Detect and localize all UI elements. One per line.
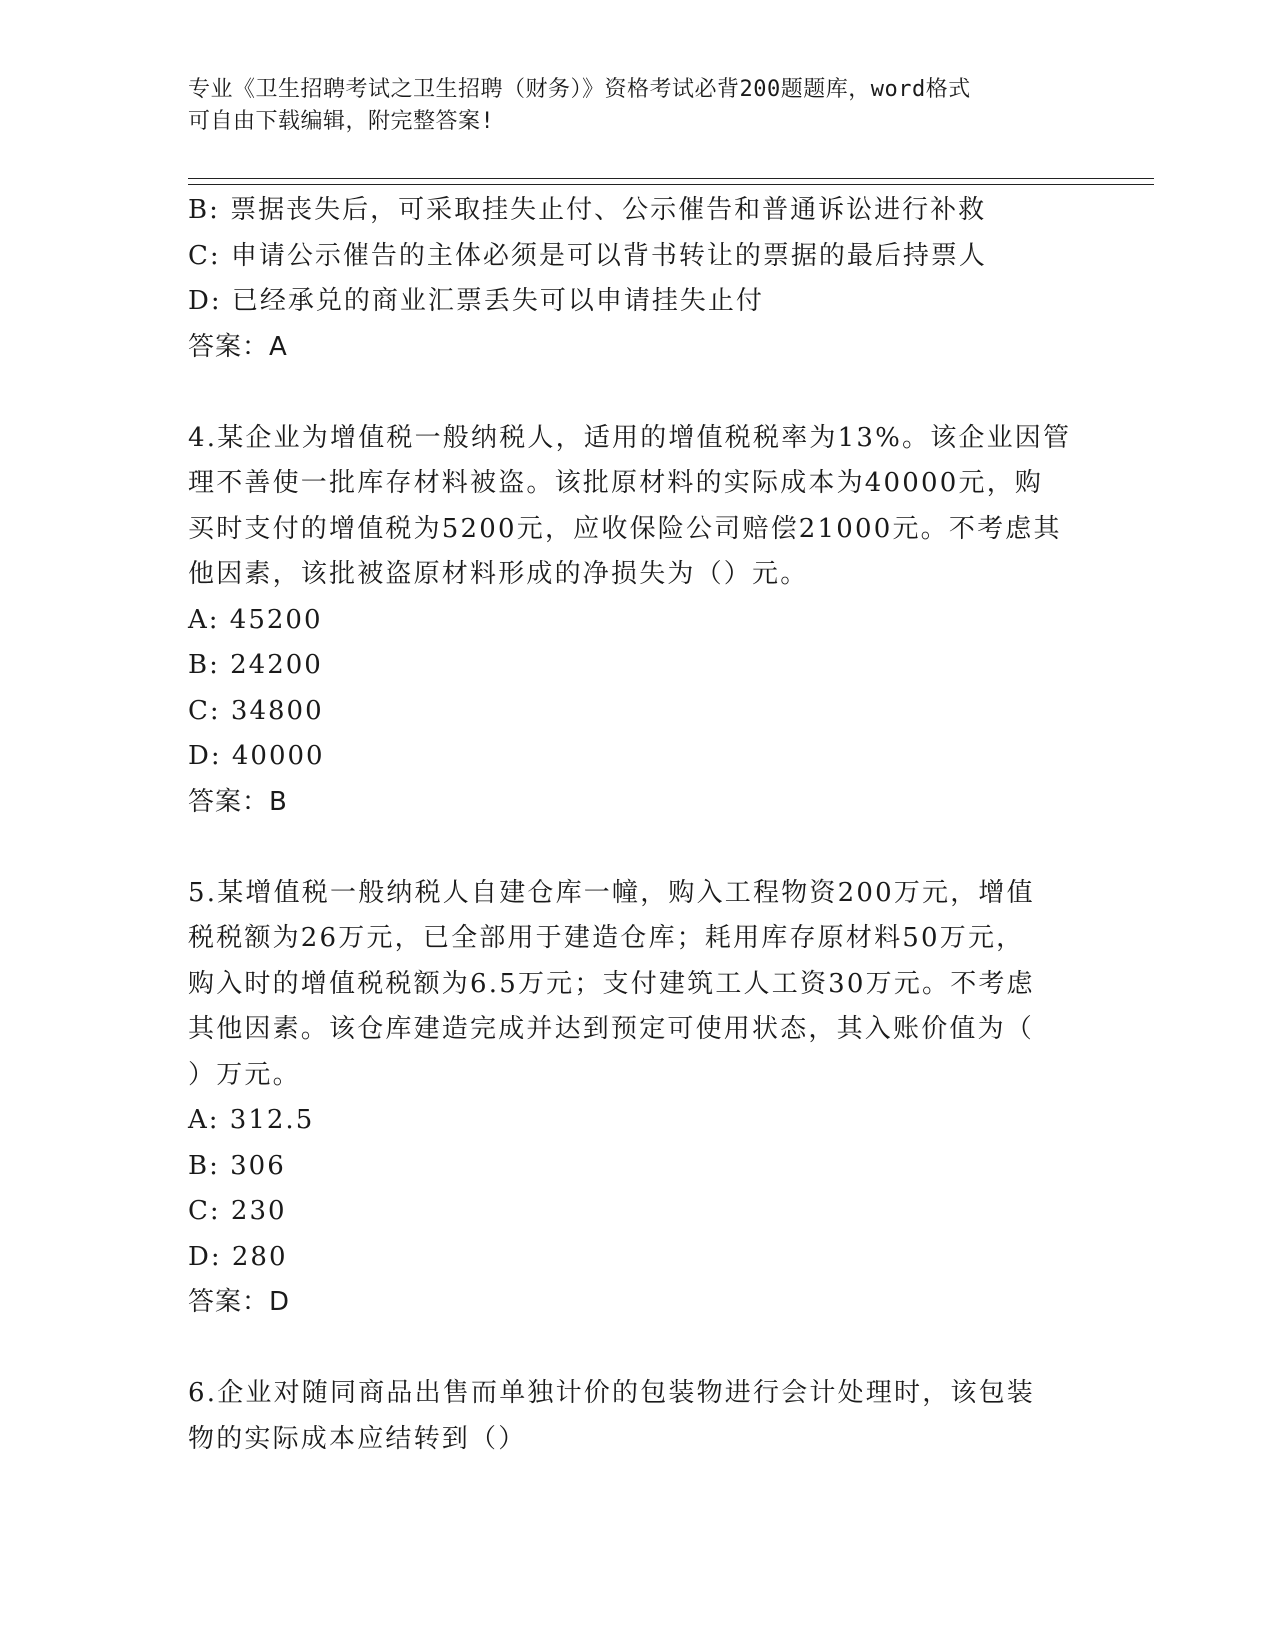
option-a: A: 45200 xyxy=(188,604,323,635)
question-6 xyxy=(188,1371,1088,1462)
option-b: B: 306 xyxy=(188,1150,286,1181)
option-c: C: 230 xyxy=(188,1196,287,1226)
page-header xyxy=(188,74,1088,138)
spacer xyxy=(188,825,1088,871)
spacer xyxy=(188,1326,1088,1372)
spacer xyxy=(188,370,1088,416)
option-c: C: 申请公示催告的主体必须是可以背书转让的票据的最后持票人 xyxy=(188,240,987,271)
document-body xyxy=(188,188,1088,1462)
header-title-line-2: 可自由下载编辑，附完整答案! xyxy=(188,109,495,134)
header-divider xyxy=(188,178,1154,185)
answer: 答案：B xyxy=(188,786,288,817)
stem-line: 理不善使一批库存材料被盗。该批原材料的实际成本为40000元，购 xyxy=(188,468,1044,498)
stem-line: 他因素，该批被盗原材料形成的净损失为（）元。 xyxy=(188,559,809,589)
question-stem xyxy=(188,416,1088,598)
answer: 答案：A xyxy=(188,331,288,362)
option-c: C: 34800 xyxy=(188,695,324,726)
stem-line: 4.某企业为增值税一般纳税人，适用的增值税税率为13%。该企业因管 xyxy=(188,422,1072,453)
option-b: B: 票据丧失后，可采取挂失止付、公示催告和普通诉讼进行补救 xyxy=(188,195,987,225)
stem-line: 6.企业对随同商品出售而单独计价的包装物进行会计处理时，该包装 xyxy=(188,1378,1036,1408)
option-b: B: 24200 xyxy=(188,650,323,680)
stem-line: 物的实际成本应结转到（） xyxy=(188,1423,527,1454)
question-stem xyxy=(188,1371,1088,1462)
question-3-continued xyxy=(188,188,1088,370)
option-d: D: 40000 xyxy=(188,741,325,771)
question-4 xyxy=(188,416,1088,826)
answer: 答案：D xyxy=(188,1287,291,1317)
stem-line: 税税额为26万元，已全部用于建造仓库；耗用库存原材料50万元， xyxy=(188,923,1025,953)
header-title-line-1: 专业《卫生招聘考试之卫生招聘（财务）》资格考试必背200题题库，word格式 xyxy=(188,77,971,102)
stem-line: 其他因素。该仓库建造完成并达到预定可使用状态，其入账价值为（ xyxy=(188,1014,1035,1044)
stem-line: ）万元。 xyxy=(188,1059,301,1090)
option-d: D: 280 xyxy=(188,1241,288,1272)
stem-line: 买时支付的增值税为5200元，应收保险公司赔偿21000元。不考虑其 xyxy=(188,513,1062,544)
option-d: D: 已经承兑的商业汇票丢失可以申请挂失止付 xyxy=(188,286,764,316)
question-stem xyxy=(188,871,1088,1099)
option-a: A: 312.5 xyxy=(188,1105,315,1135)
stem-line: 5.某增值税一般纳税人自建仓库一幢，购入工程物资200万元，增值 xyxy=(188,877,1035,908)
question-5 xyxy=(188,871,1088,1326)
stem-line: 购入时的增值税税额为6.5万元；支付建筑工人工资30万元。不考虑 xyxy=(188,968,1035,999)
